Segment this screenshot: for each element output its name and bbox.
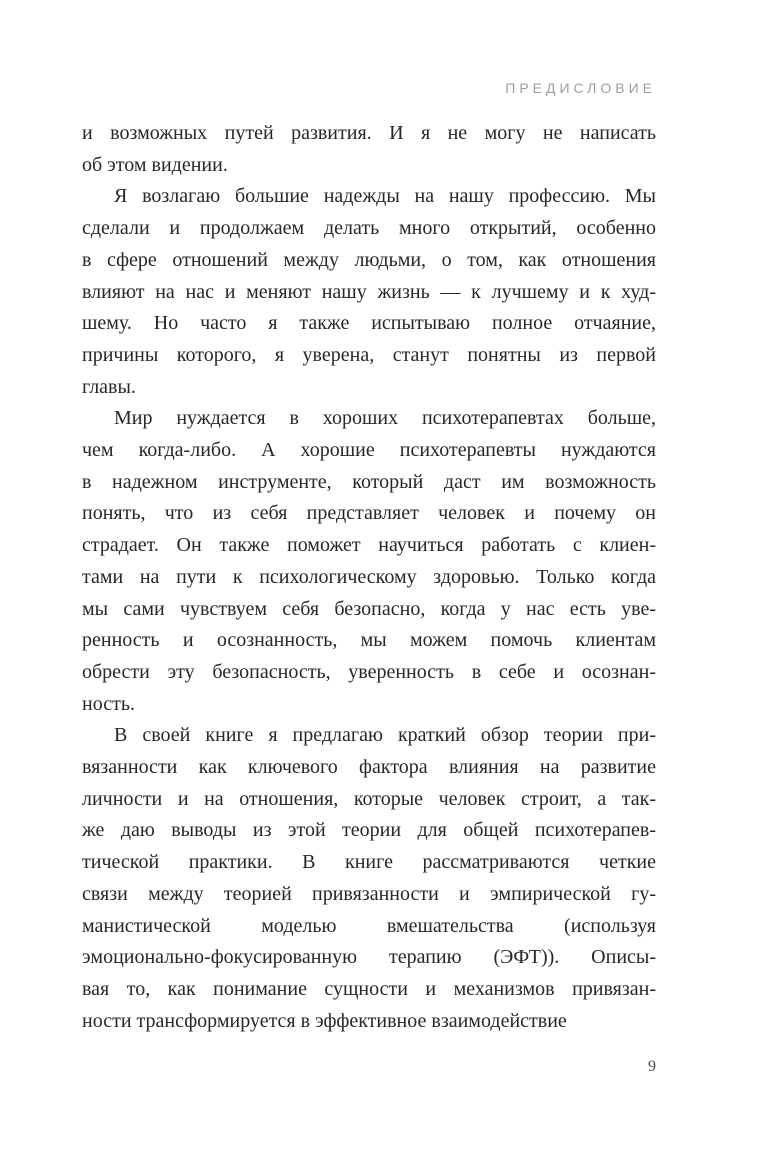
text-line: Мир нуждается в хороших психотерапевтах больше, (114, 407, 656, 430)
text-line: вязанности как ключевого фактора влияния на развитие (82, 756, 656, 779)
text-line: понять, что из себя представляет человек и почему он (82, 502, 656, 525)
text-line: чем когда-либо. А хорошие психотерапевты нуждаются (82, 439, 656, 462)
text-line: В своей книге я предлагаю краткий обзор теории при- (114, 724, 656, 747)
text-line: и возможных путей развития. И я не могу не написать (82, 122, 656, 144)
text-line: тами на пути к психологическому здоровью. Только когда (82, 565, 656, 588)
paragraph (82, 181, 656, 403)
text-line: мы сами чувствуем себя безопасно, когда у нас есть уве- (82, 597, 656, 620)
text-line: манистической моделью вмешательства (используя (82, 914, 656, 937)
text-line: в надежном инструменте, который даст им возможность (82, 470, 656, 493)
text-line: страдает. Он также поможет научиться работать с клиен- (82, 534, 656, 557)
text-line: ности трансформируется в эффективное взаимодействие (82, 1009, 567, 1032)
text-line: шему. Но часто я также испытываю полное отчаяние, (82, 312, 656, 335)
running-header: ПРЕДИСЛОВИЕ (505, 80, 656, 96)
text-line: Я возлагаю большие надежды на нашу профессию. Мы (114, 185, 656, 208)
text-line: тической практики. В книге рассматриваются четкие (82, 851, 656, 874)
text-line: обрести эту безопасность, уверенность в себе и осознан- (82, 660, 656, 683)
text-line: причины которого, я уверена, станут понятны из первой (82, 343, 656, 366)
text-line: в сфере отношений между людьми, о том, как отношения (82, 248, 656, 271)
text-line: об этом видении. (82, 153, 228, 176)
text-line: личности и на отношения, которые человек строит, а так- (82, 787, 656, 810)
text-line: влияют на нас и меняют нашу жизнь — к лучшему и к худ- (82, 280, 656, 303)
text-line: вая то, как понимание сущности и механизмов привязан- (82, 977, 656, 1000)
text-line: же даю выводы из этой теории для общей психотерапев- (82, 819, 656, 842)
page-number: 9 (648, 1058, 656, 1075)
paragraph (82, 118, 656, 181)
text-line: эмоционально-фокусированную терапию (ЭФТ)). Описы- (82, 946, 656, 969)
text-line: главы. (82, 375, 136, 398)
paragraph (82, 720, 656, 1037)
text-line: ность. (82, 692, 135, 715)
text-line: сделали и продолжаем делать много открытий, особенно (82, 217, 656, 240)
page-body (82, 118, 656, 1037)
text-line: связи между теорией привязанности и эмпирической гу- (82, 882, 656, 905)
paragraph (82, 403, 656, 720)
text-line: ренность и осознанность, мы можем помочь клиентам (82, 629, 656, 652)
